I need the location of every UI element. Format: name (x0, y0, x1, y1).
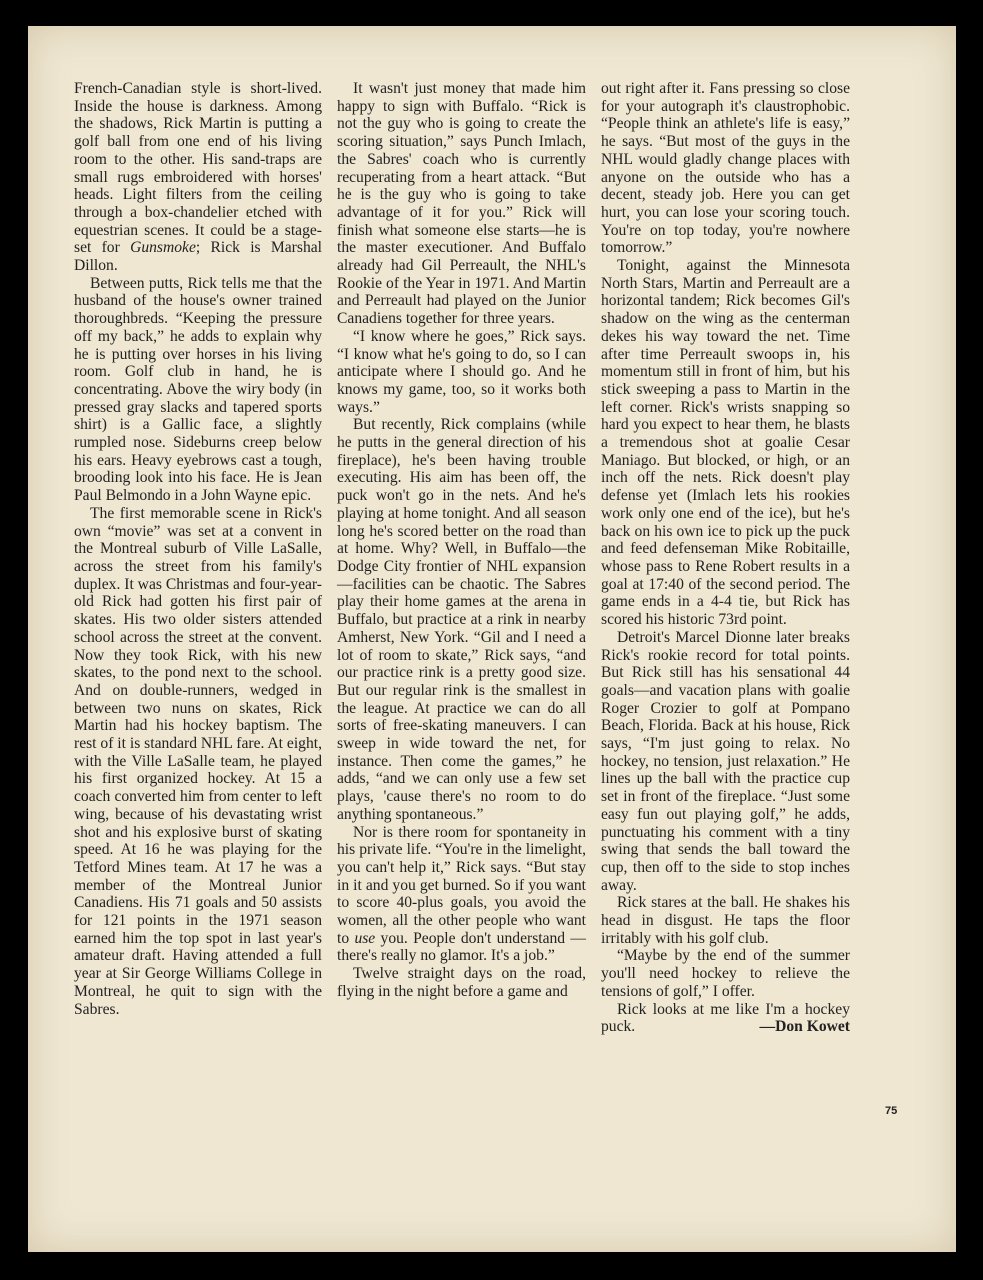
paragraph-text: Detroit's Marcel Dionne later breaks Rick's rookie record for total points. But Rick still has his sensational 44 goals—and vacation plans with goalie Roger Crozier to golf at Pompano Beach, Florida. Back at his house, Rick says, “I'm just going to relax. No hockey, no tension, just relaxation.” He lines up the ball with the practice cup set in front of the fireplace. “Just some easy fun out playing golf,” he adds, punctuating his comment with a tiny swing that sends the ball toward the cup, then off to the side to stop inches away. (601, 628, 850, 894)
article-paragraph (74, 505, 322, 1018)
paragraph-text: Rick stares at the ball. He shakes his head in disgust. He taps the floor irritably with his golf club. (601, 894, 850, 947)
article-paragraph (74, 275, 322, 505)
article-paragraph (601, 257, 850, 629)
paragraph-text: out right after it. Fans pressing so close for your autograph it's claustrophobic. “People think an athlete's life is easy,” he says. “But most of the guys in the NHL would gladly change places with anyone on the outside who has a decent, steady job. Here you can get hurt, you can lose your scoring touch. You're on top today, you're nowhere tomorrow.” (601, 80, 850, 257)
paragraph-text: ; Rick is Marshal Dillon. (74, 239, 322, 275)
paragraph-text: Between putts, Rick tells me that the husband of the house's owner trained thoroughbreds. “Keeping the pressure off my back,” he adds to explain why he is putting over horses in his living room. Golf club in hand, he is concentrating. Above the wiry body (in pressed gray slacks and tapered sports shirt) is a Gallic face, a slightly rumpled nose. Sideburns creep below his ears. Heavy eyebrows cast a tough, brooding look into his face. He is Jean Paul Belmondo in a John Wayne epic. (74, 274, 322, 505)
paragraph-text: French-Canadian style is short-lived. Inside the house is darkness. Among the shadows, Rick Martin is putting a golf ball from one end of his living room to the other. His sand-traps are small rugs embroidered with horses' heads. Light filters from the ceiling through a box-chandelier etched with equestrian scenes. It could be a stage-set for (74, 80, 322, 257)
paragraph-text: “I know where he goes,” Rick says. “I know what he's going to do, so I can anticipate where I should go. And he knows my game, too, so it works both ways.” (337, 327, 586, 416)
paragraph-text: Tonight, against the Minnesota North Stars, Martin and Perreault are a horizontal tandem; Rick becomes Gil's shadow on the wing as the centerman dekes his way toward the net. Time after time Perreault swoops in, his momentum still in front of him, but his stick sweeping a pass to Martin in the left corner. Rick's wrists snapping so hard you expect to hear them, he blasts a tremendous shot at goalie Cesar Maniago. But blocked, or high, or an inch off the nets. Rick doesn't play defense yet (Imlach lets his rookies work only one end of the ice), but he's back on his own ice to pick up the puck and feed defenseman Mike Robitaille, whose pass to Rene Robert results in a goal at 17:40 of the second period. The game ends in a 4-4 tie, but Rick has scored his historic 73rd point. (601, 257, 850, 629)
article-paragraph (337, 328, 586, 417)
author-signature: —Don Kowet (759, 1018, 850, 1036)
article-paragraph (601, 1001, 850, 1036)
italic-title: Gunsmoke (130, 239, 196, 257)
paragraph-text: The first memorable scene in Rick's own “movie” was set at a convent in the Montreal suburb of Ville LaSalle, across the street from his family's duplex. It was Christmas and four-year-old Rick had gotten his first pair of skates. His two older sisters attended school across the street at the convent. Now they took Rick, with his new skates, to the pond next to the school. And on double-runners, wedged in between two nuns on skates, Rick Martin had his hockey baptism. The rest of it is standard NHL fare. At eight, with the Ville LaSalle team, he played his first organized hockey. At 15 a coach converted him from center to left wing, because of his devastating wrist shot and his explosive burst of skating speed. At 16 he was playing for the Tetford Mines team. At 17 he was a member of the Montreal Junior Canadiens. His 71 goals and 50 assists for 121 points in the 1971 season earned him the top spot in last year's amateur draft. Having attended a full year at Sir George Williams College in Montreal, he quit to sign with the Sabres. (74, 504, 322, 1018)
article-paragraph (337, 416, 586, 823)
text-column-3 (601, 80, 850, 1036)
article-paragraph (601, 947, 850, 1000)
text-column-1 (74, 80, 322, 1018)
paragraph-text: you. People don't understand —there's really no glamor. It's a job.” (337, 929, 586, 965)
text-column-2 (337, 80, 586, 1001)
article-paragraph (337, 965, 586, 1000)
paragraph-text: It wasn't just money that made him happy to sign with Buffalo. “Rick is not the guy who is going to create the scoring situation,” says Punch Imlach, the Sabres' coach who is currently recuperating from a heart attack. “But he is the guy who is going to take advantage of it for you.” Rick will finish what someone else starts—he is the master executioner. And Buffalo already had Gil Perreault, the NHL's Rookie of the Year in 1971. And Martin and Perreault had played on the Junior Canadiens together for three years. (337, 80, 586, 328)
article-paragraph (337, 824, 586, 966)
article-paragraph (601, 894, 850, 947)
paragraph-text: Twelve straight days on the road, flying in the night before a game and (337, 965, 586, 1000)
italic-title: use (354, 929, 376, 947)
article-paragraph (601, 629, 850, 895)
article-paragraph (601, 80, 850, 257)
page-number: 75 (885, 1105, 898, 1117)
paragraph-text: “Maybe by the end of the summer you'll need hockey to relieve the tensions of golf,” I offer. (601, 947, 850, 1000)
paragraph-text: Nor is there room for spontaneity in his private life. “You're in the limelight, you can't help it,” Rick says. “But stay in it and you get burned. So if you want to score 40-plus goals, you avoid the women, all the other people who want to (337, 823, 586, 947)
paragraph-text: But recently, Rick complains (while he putts in the general direction of his fireplace), he's been having trouble executing. His aim has been off, the puck won't go in the nets. And he's playing at home tonight. And all season long he's scored better on the road than at home. Why? Well, in Buffalo—the Dodge City frontier of NHL expansion—facilities can be chaotic. The Sabres play their home games at the arena in Buffalo, but practice at a rink in nearby Amherst, New York. “Gil and I need a lot of room to skate,” Rick says, “and our practice rink is a pretty good size. But our regular rink is the smallest in the league. At practice we can do all sorts of free-skating maneuvers. I can sweep in wide toward the net, for instance. Then come the games,” he adds, “and we can only use a few set plays, 'cause there's no room to do anything spontaneous.” (337, 416, 586, 823)
article-paragraph (74, 80, 322, 275)
paragraph-text: Rick looks at me like I'm a hockey puck. (601, 1000, 850, 1036)
article-paragraph (337, 80, 586, 328)
